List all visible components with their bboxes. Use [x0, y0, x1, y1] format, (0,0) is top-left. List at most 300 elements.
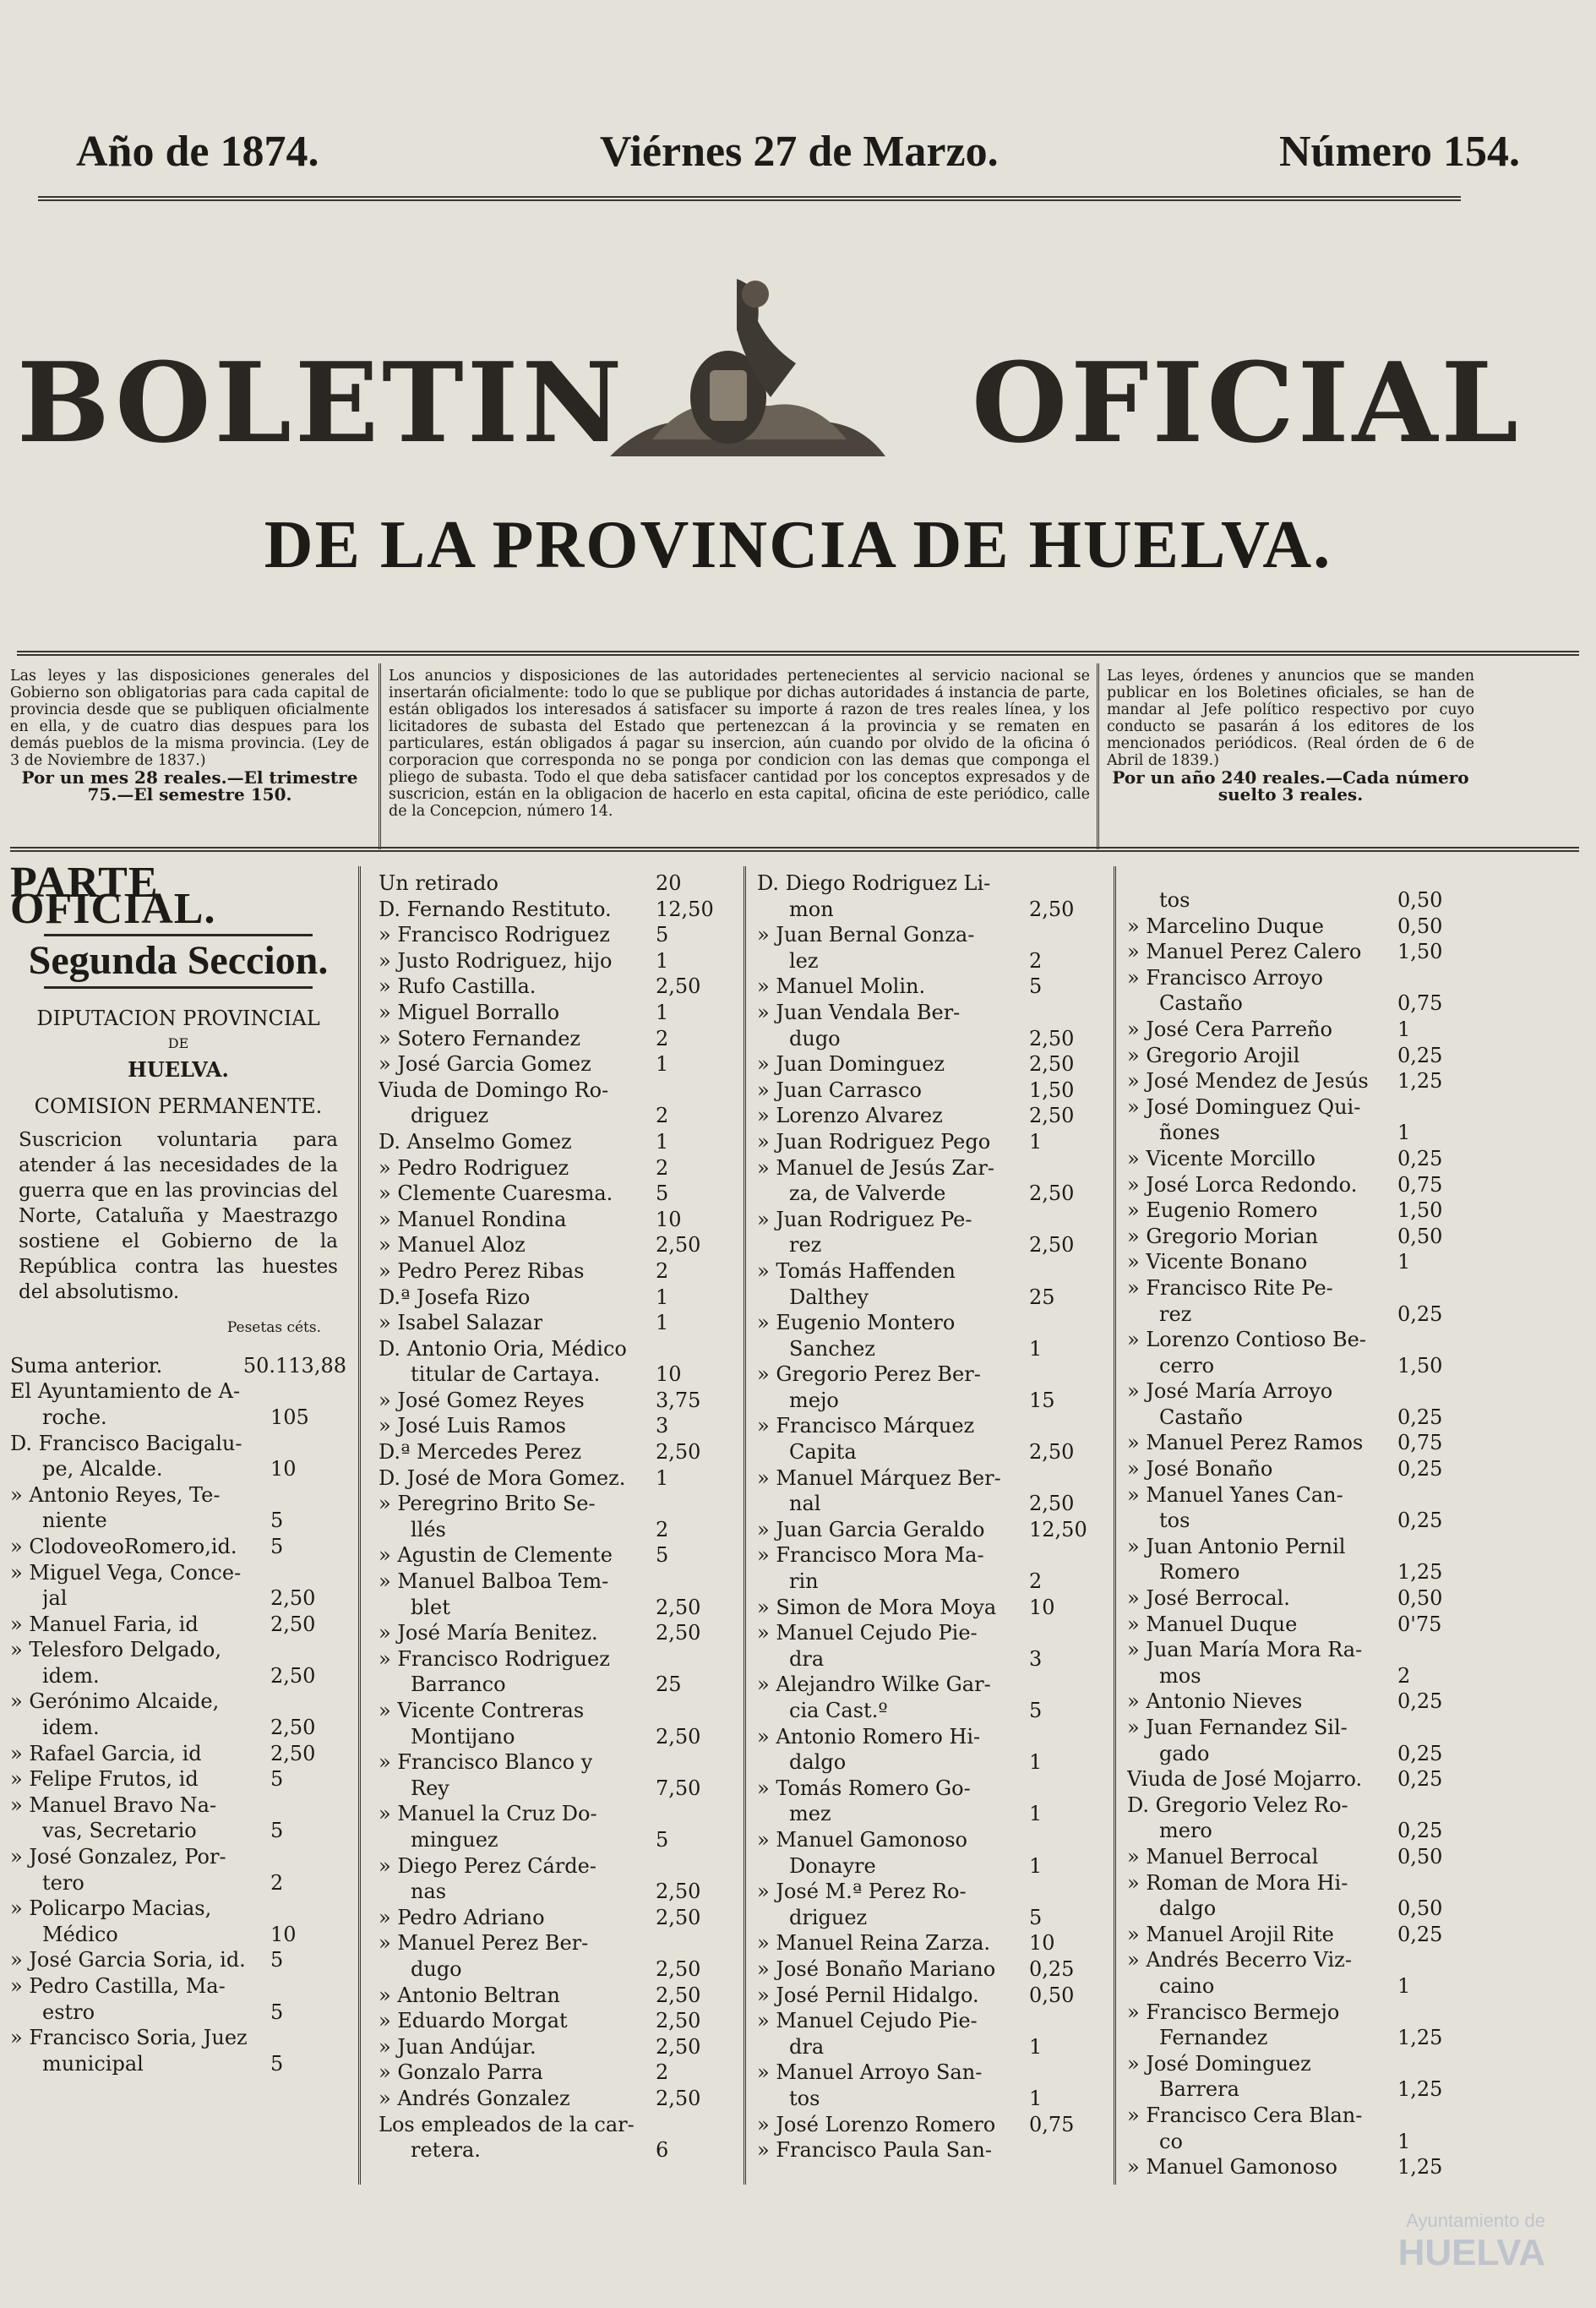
- list-item: [10, 1870, 346, 1896]
- list-item: [1127, 2103, 1473, 2129]
- list-item: [1127, 914, 1473, 940]
- subscriber-name: » Sotero Fernandez: [379, 1026, 581, 1050]
- list-item: [1127, 1534, 1473, 1560]
- amount: [1397, 1482, 1473, 1509]
- archive-watermark: [1398, 2210, 1545, 2274]
- amount: 0,25: [1397, 1767, 1443, 1792]
- issue-header: [0, 127, 1596, 177]
- list-item: [379, 1827, 732, 1853]
- amount: 10: [270, 1922, 297, 1946]
- subscriber-name: » Vicente Bonano: [1127, 1250, 1308, 1274]
- subscriber-name: » Gregorio Morian: [1127, 1224, 1319, 1248]
- list-item: [379, 922, 732, 948]
- amount: 0,25: [1397, 1457, 1443, 1481]
- amount: 2: [656, 1155, 669, 1180]
- list-item: [1127, 1430, 1473, 1456]
- amount: [1029, 1776, 1105, 1802]
- watermark-line2: HUELVA: [1397, 2232, 1545, 2273]
- list-item: [757, 870, 1105, 897]
- amount: 1: [656, 1311, 669, 1335]
- list-item: [757, 1956, 1105, 1983]
- subscriber-name: nas: [411, 1880, 447, 1904]
- list-item: [757, 1853, 1105, 1880]
- amount: [1029, 1413, 1105, 1439]
- list-item: [379, 1103, 732, 1129]
- amount: 0,25: [1397, 1405, 1443, 1429]
- amount: 2,50: [270, 1716, 316, 1740]
- masthead-left-word: BOLETIN: [17, 338, 626, 467]
- list-item: [10, 1612, 346, 1638]
- subscriber-name: Fernandez: [1159, 2026, 1268, 2050]
- list-item: [379, 1336, 732, 1362]
- list-item: [10, 1715, 346, 1741]
- list-item: [1127, 1508, 1473, 1534]
- list-item: [757, 2137, 1105, 2163]
- intro-paragraph: Suscricion voluntaria para atender á las necesidades de la guerra que en las provincias del Norte, Cataluña y Maestrazgo sostiene el Gobierno de la República contra las huestes del absolutismo.: [19, 1129, 338, 1304]
- subscriber-name: » José Pernil Hidalgo.: [757, 1983, 979, 2007]
- list-item: [379, 1207, 732, 1233]
- amount: 0,25: [1397, 1922, 1443, 1946]
- amount: 1: [656, 1285, 669, 1309]
- amount: 5: [270, 1767, 284, 1792]
- list-item: [1127, 1405, 1473, 1431]
- amount: [656, 1336, 732, 1362]
- list-item: [1127, 1612, 1473, 1638]
- subscriber-name: tero: [42, 1870, 84, 1895]
- amount: [1029, 1879, 1105, 1905]
- amount: 1: [1029, 2034, 1043, 2059]
- list-item: [757, 1207, 1105, 1233]
- subscriber-name: » José Garcia Gomez: [379, 1052, 591, 1077]
- list-item: [379, 1698, 732, 1724]
- amount: 2: [656, 1104, 669, 1128]
- list-item: [757, 1000, 1105, 1026]
- list-item: [757, 2112, 1105, 2138]
- amount: 1: [656, 1000, 669, 1024]
- list-item: [757, 1155, 1105, 1181]
- subscriber-name: » Justo Rodriguez, hijo: [379, 948, 613, 973]
- amount: 2,50: [656, 1724, 701, 1749]
- amount: 3,75: [656, 1388, 701, 1412]
- subscriber-name: Viuda de José Mojarro.: [1127, 1767, 1363, 1792]
- subscriber-name: idem.: [42, 1663, 100, 1688]
- subscriber-name: » Tomás Romero Go-: [757, 1776, 971, 1800]
- amount: 2,50: [1029, 1026, 1075, 1050]
- subscriber-name: dra: [789, 1646, 825, 1671]
- list-item: [379, 897, 732, 923]
- subscriber-name: » Manuel Cejudo Pie-: [757, 1621, 978, 1645]
- amount: [1029, 1542, 1105, 1569]
- subscriber-name: » Francisco Bermejo: [1127, 2000, 1340, 2024]
- subscriber-name: » Andrés Gonzalez: [379, 2086, 570, 2110]
- subscriber-name: » Manuel Duque: [1127, 1612, 1298, 1636]
- amount: 2,50: [1029, 1104, 1075, 1128]
- amount: 2,50: [656, 2009, 701, 2033]
- list-item: [1127, 1068, 1473, 1094]
- amount: [1029, 922, 1105, 948]
- amount: 0,75: [1397, 991, 1443, 1016]
- list-item: [379, 1749, 732, 1776]
- list-item: [379, 1465, 732, 1492]
- notice-left-text: Las leyes y las disposiciones generales del Gobierno son obligatorias para cada capital de provincia desde que se publiquen oficialmente en ella, y de cuatro dias despues para los demás pueblos de la misma provincia. (Ley de 3 de Noviembre de 1837.): [10, 668, 369, 769]
- subscriber-name: gado: [1159, 1741, 1210, 1765]
- de-heading: DE: [167, 1035, 189, 1052]
- list-item: [10, 1637, 346, 1663]
- amount: 5: [656, 1827, 669, 1852]
- amount: 2,50: [656, 1956, 701, 1981]
- amount: [270, 1844, 346, 1870]
- list-item: [379, 1879, 732, 1905]
- amount: 5: [270, 2000, 284, 2024]
- list-item: [757, 1827, 1105, 1853]
- subscriber-name: » Isabel Salazar: [379, 1311, 543, 1335]
- amount: 12,50: [1029, 1517, 1087, 1541]
- subscriber-name: » Gregorio Arojil: [1127, 1043, 1300, 1067]
- subscriber-name: » Manuel Balboa Tem-: [379, 1569, 609, 1594]
- subscriber-name: » ClodoveoRomero,id.: [10, 1534, 237, 1558]
- subscriber-name: nal: [789, 1492, 821, 1516]
- subscriber-name: Donayre: [789, 1853, 876, 1878]
- list-item: [10, 1482, 346, 1509]
- subscriber-name: » Rufo Castilla.: [379, 974, 537, 999]
- subscriber-name: Médico: [42, 1922, 118, 1946]
- subscriber-name: » Eugenio Montero: [757, 1311, 956, 1335]
- amount: [270, 1896, 346, 1922]
- list-item: [757, 1801, 1105, 1827]
- amount: 0,75: [1397, 1431, 1443, 1455]
- amount: [270, 1973, 346, 2000]
- subscriber-name: » Vicente Morcillo: [1127, 1146, 1315, 1170]
- amount: 1,25: [1397, 2155, 1443, 2180]
- subscriber-name: » Eugenio Romero: [1127, 1198, 1318, 1223]
- amount: 2,50: [656, 1905, 701, 1929]
- subscriber-name: » Manuel Reina Zarza.: [757, 1931, 990, 1956]
- subscriber-name: » Francisco Paula San-: [757, 2138, 992, 2163]
- parte-oficial-heading: PARTE OFICIAL.: [10, 859, 216, 933]
- amount: 0,50: [1397, 1586, 1443, 1611]
- subscriber-name: dra: [789, 2034, 825, 2059]
- list-item: [379, 2137, 732, 2163]
- list-item: [1127, 1766, 1473, 1792]
- subscriber-name: » Agustin de Clemente: [379, 1543, 613, 1568]
- subscriber-name: Capita: [789, 1440, 857, 1465]
- amount: 0,25: [1397, 1819, 1443, 1843]
- subscriber-name: » Alejandro Wilke Gar-: [757, 1672, 991, 1697]
- list-item: [10, 1663, 346, 1689]
- amount: 20: [656, 871, 682, 895]
- amount: [1029, 1000, 1105, 1026]
- column-divider-3: [1114, 866, 1116, 2185]
- subscriber-name: Barranco: [411, 1672, 506, 1697]
- amount: [656, 1491, 732, 1517]
- subscriber-name: caino: [1159, 1973, 1215, 1998]
- subscriber-name: » José María Arroyo: [1127, 1379, 1333, 1404]
- amount: [1029, 1310, 1105, 1336]
- amount: 2,50: [1029, 1181, 1075, 1206]
- list-item: [757, 1310, 1105, 1336]
- subscriber-name: ñones: [1159, 1121, 1220, 1145]
- list-item: [379, 948, 732, 974]
- subscriber-name: mon: [789, 897, 834, 921]
- subscriber-name: » Lorenzo Alvarez: [757, 1104, 943, 1128]
- list-item: [10, 1792, 346, 1819]
- list-item: [1127, 1146, 1473, 1172]
- amount: 5: [656, 1543, 669, 1568]
- amount: 2: [656, 1258, 669, 1283]
- amount: 1,25: [1397, 2026, 1443, 2050]
- subscriber-name: dugo: [411, 1956, 462, 1981]
- amount: [1029, 2137, 1105, 2163]
- list-item: [10, 1353, 346, 1379]
- subscriber-name: D. Anselmo Gomez: [379, 1129, 572, 1154]
- list-item: [379, 1801, 732, 1827]
- subscriber-name: » José M.ª Perez Ro-: [757, 1880, 967, 1904]
- diputacion-heading: DIPUTACION PROVINCIAL: [36, 1006, 320, 1030]
- list-item: [757, 1983, 1105, 2009]
- subscriber-name: » Juan Carrasco: [757, 1078, 922, 1102]
- amount: [1029, 1207, 1105, 1233]
- list-item: [757, 1724, 1105, 1750]
- subscriber-name: » Antonio Reyes, Te-: [10, 1482, 221, 1507]
- subscriber-name: » Francisco Soria, Juez: [10, 2026, 248, 2050]
- subscriber-name: » Clemente Cuaresma.: [379, 1181, 613, 1206]
- list-item: [379, 2060, 732, 2086]
- list-item: [379, 1078, 732, 1104]
- amount: 0,75: [1397, 1172, 1443, 1197]
- masthead-subtitle: DE LA PROVINCIA DE HUELVA.: [264, 508, 1332, 582]
- subscriber-name: » Lorenzo Contioso Be-: [1127, 1328, 1366, 1352]
- amount: [1397, 1327, 1473, 1353]
- subscriber-name: » José María Benitez.: [379, 1621, 598, 1645]
- subscriber-name: » Francisco Cera Blan-: [1127, 2103, 1363, 2127]
- amount: [270, 1792, 346, 1819]
- list-item: [757, 1930, 1105, 1956]
- notice-right-price: Por un año 240 reales.—Cada número suelto 3 reales.: [1112, 767, 1469, 805]
- subscriber-name: D. Diego Rodriguez Li-: [757, 871, 991, 895]
- list-item: [1127, 1947, 1473, 1973]
- masthead-right-word: OFICIAL: [972, 338, 1522, 467]
- list-item: [1127, 1792, 1473, 1819]
- subscriber-name: municipal: [42, 2051, 144, 2076]
- list-item: [1127, 1198, 1473, 1224]
- list-item: [379, 1232, 732, 1258]
- list-item: [10, 1896, 346, 1922]
- amount: [1397, 965, 1473, 991]
- notice-left: [10, 668, 369, 803]
- subscriber-name: Viuda de Domingo Ro-: [379, 1078, 609, 1102]
- list-item: [757, 974, 1105, 1000]
- amount: 1,50: [1397, 1353, 1443, 1378]
- subscriber-name: driguez: [789, 1905, 868, 1929]
- issue-date: Viérnes 27 de Marzo.: [599, 128, 999, 176]
- list-item: [757, 1517, 1105, 1543]
- list-item: [10, 1818, 346, 1844]
- list-item: [10, 2025, 346, 2051]
- amount: 2,50: [656, 2034, 701, 2059]
- subscriber-name: » Juan Garcia Geraldo: [757, 1517, 985, 1541]
- list-item: [1127, 1172, 1473, 1198]
- list-item: [10, 2051, 346, 2077]
- header-rule: [38, 196, 1461, 201]
- amount: 5: [270, 1948, 284, 1972]
- list-item: [1127, 1818, 1473, 1844]
- subscriber-name: » Manuel Bravo Na-: [10, 1792, 217, 1817]
- list-item: [1127, 1120, 1473, 1146]
- subscriber-name: tos: [789, 2086, 820, 2110]
- subscriber-name: » Andrés Becerro Viz-: [1127, 1948, 1352, 1972]
- subscriber-name: Castaño: [1159, 991, 1243, 1016]
- subscriber-name: dugo: [789, 1026, 841, 1050]
- amount: 1: [1029, 2086, 1043, 2110]
- list-item: [757, 1465, 1105, 1492]
- amount: 0,25: [1397, 1146, 1443, 1170]
- list-item: [379, 1517, 732, 1543]
- amount: [1397, 1275, 1473, 1301]
- list-item: [757, 922, 1105, 948]
- amount: [656, 2112, 732, 2138]
- subscriber-name: blet: [411, 1595, 450, 1619]
- amount: 0,25: [1029, 1956, 1075, 1981]
- subscriber-name: roche.: [42, 1405, 107, 1429]
- amount: 0,50: [1397, 1896, 1443, 1921]
- list-item: [379, 1542, 732, 1569]
- amount: [1029, 1827, 1105, 1853]
- subscriber-name: niente: [42, 1509, 107, 1533]
- notice-divider-2: [1097, 663, 1099, 849]
- amount: 10: [270, 1457, 297, 1481]
- subscriber-name: D. José de Mora Gomez.: [379, 1465, 626, 1490]
- amount: [656, 1930, 732, 1956]
- subscriber-name: » Manuel Perez Ramos: [1127, 1431, 1364, 1455]
- subscriber-name: » Manuel Yanes Can-: [1127, 1482, 1343, 1507]
- amount: 2,50: [1029, 1052, 1075, 1077]
- subscriber-name: » Manuel Arroyo San-: [757, 2060, 983, 2085]
- list-item: [379, 1646, 732, 1672]
- list-item: [757, 1491, 1105, 1517]
- notice-divider-1: [379, 663, 381, 849]
- amount: 1,25: [1397, 1560, 1443, 1585]
- list-item: [1127, 965, 1473, 991]
- list-item: [379, 2034, 732, 2060]
- list-item: [379, 974, 732, 1000]
- subscriber-name: » Manuel Rondina: [379, 1207, 567, 1231]
- list-item: [757, 2008, 1105, 2034]
- amount: 1,50: [1029, 1078, 1075, 1102]
- subscriber-name: » Juan María Mora Ra-: [1127, 1638, 1363, 1662]
- list-item: [1127, 1017, 1473, 1043]
- subscriber-name: » José Mendez de Jesús: [1127, 1069, 1369, 1094]
- amount: [1029, 2008, 1105, 2034]
- subscriber-name: » Juan Bernal Gonza-: [757, 923, 975, 947]
- amount: 2,50: [270, 1586, 316, 1611]
- amount: [1397, 1715, 1473, 1741]
- amount: 1,25: [1397, 1069, 1443, 1094]
- subscriber-name: » Francisco Arroyo: [1127, 965, 1323, 990]
- subscriber-name: » Francisco Rodriguez: [379, 1646, 610, 1671]
- masthead: [0, 270, 1596, 473]
- amount: [270, 2025, 346, 2051]
- list-item: [757, 1361, 1105, 1388]
- subscriber-name: » Simon de Mora Moya: [757, 1595, 997, 1619]
- subscriber-name: » Gerónimo Alcaide,: [10, 1689, 220, 1714]
- amount: 1: [1029, 1336, 1043, 1361]
- list-item: [379, 1983, 732, 2009]
- amount: [1029, 1620, 1105, 1646]
- amount: 2,50: [656, 1595, 701, 1619]
- amount: 0,25: [1397, 1741, 1443, 1765]
- amount: [656, 1569, 732, 1595]
- list-item: [1127, 1870, 1473, 1896]
- subscriber-name: » Tomás Haffenden: [757, 1258, 956, 1283]
- subscriber-name: » José Lorenzo Romero: [757, 2112, 996, 2136]
- amount: 2,50: [656, 974, 701, 999]
- list-item: [1127, 1353, 1473, 1379]
- amount: 2,50: [656, 1440, 701, 1465]
- subscriber-name: » José Berrocal.: [1127, 1586, 1290, 1611]
- amount: 3: [656, 1414, 669, 1438]
- subscriber-name: » Francisco Rite Pe-: [1127, 1275, 1333, 1300]
- subscriber-name: » Manuel Gamonoso: [1127, 2155, 1337, 2180]
- list-item: [757, 2060, 1105, 2086]
- subscriber-name: » Manuel la Cruz Do-: [379, 1802, 597, 1826]
- amount: [656, 1646, 732, 1672]
- list-item: [757, 1439, 1105, 1465]
- amount: 0,50: [1397, 914, 1443, 938]
- subscriber-name: » Marcelino Duque: [1127, 914, 1324, 938]
- amount: 0'75: [1397, 1612, 1442, 1636]
- subscriber-name: Romero: [1159, 1560, 1240, 1585]
- list-item: [1127, 2000, 1473, 2026]
- amount: 10: [1029, 1931, 1055, 1956]
- list-item: [379, 1388, 732, 1414]
- amount: [656, 1801, 732, 1827]
- list-item: [10, 1456, 346, 1482]
- list-item: [757, 1258, 1105, 1285]
- subscriber-name: » Manuel Cejudo Pie-: [757, 2009, 978, 2033]
- amount: [656, 1698, 732, 1724]
- subscriber-name: dalgo: [1159, 1896, 1217, 1921]
- amount: [1029, 1258, 1105, 1285]
- amount: [270, 1378, 346, 1405]
- subscription-list-1: [10, 1353, 346, 2077]
- amount: [656, 1078, 732, 1104]
- amount: 2,50: [1029, 897, 1075, 921]
- subscriber-name: » José Lorca Redondo.: [1127, 1172, 1358, 1197]
- list-item: [1127, 1482, 1473, 1509]
- amount: 1: [656, 948, 669, 973]
- amount: [1397, 1870, 1473, 1896]
- list-item: [379, 2086, 732, 2112]
- list-item: [379, 1181, 732, 1207]
- subscriber-name: » José Gonzalez, Por-: [10, 1845, 226, 1869]
- amount: 10: [656, 1207, 682, 1231]
- subscriber-name: lez: [789, 948, 819, 973]
- amount: 6: [656, 2138, 669, 2163]
- list-item: [757, 1646, 1105, 1672]
- amount: 1: [1029, 1129, 1043, 1154]
- list-item: [379, 1026, 732, 1052]
- subscriber-name: tos: [1159, 888, 1190, 912]
- amount: 1: [1397, 1121, 1411, 1145]
- list-item: [379, 1905, 732, 1931]
- subscriber-name: » Pedro Perez Ribas: [379, 1258, 585, 1283]
- subscriber-name: Los empleados de la car-: [379, 2112, 635, 2136]
- amount: 1: [1397, 1250, 1411, 1274]
- list-item: [757, 1388, 1105, 1414]
- subscriber-name: » Juan Andújar.: [379, 2034, 537, 2059]
- subscriber-name: » Juan Fernandez Sil-: [1127, 1716, 1348, 1739]
- subscriber-name: » José Luis Ramos: [379, 1414, 566, 1438]
